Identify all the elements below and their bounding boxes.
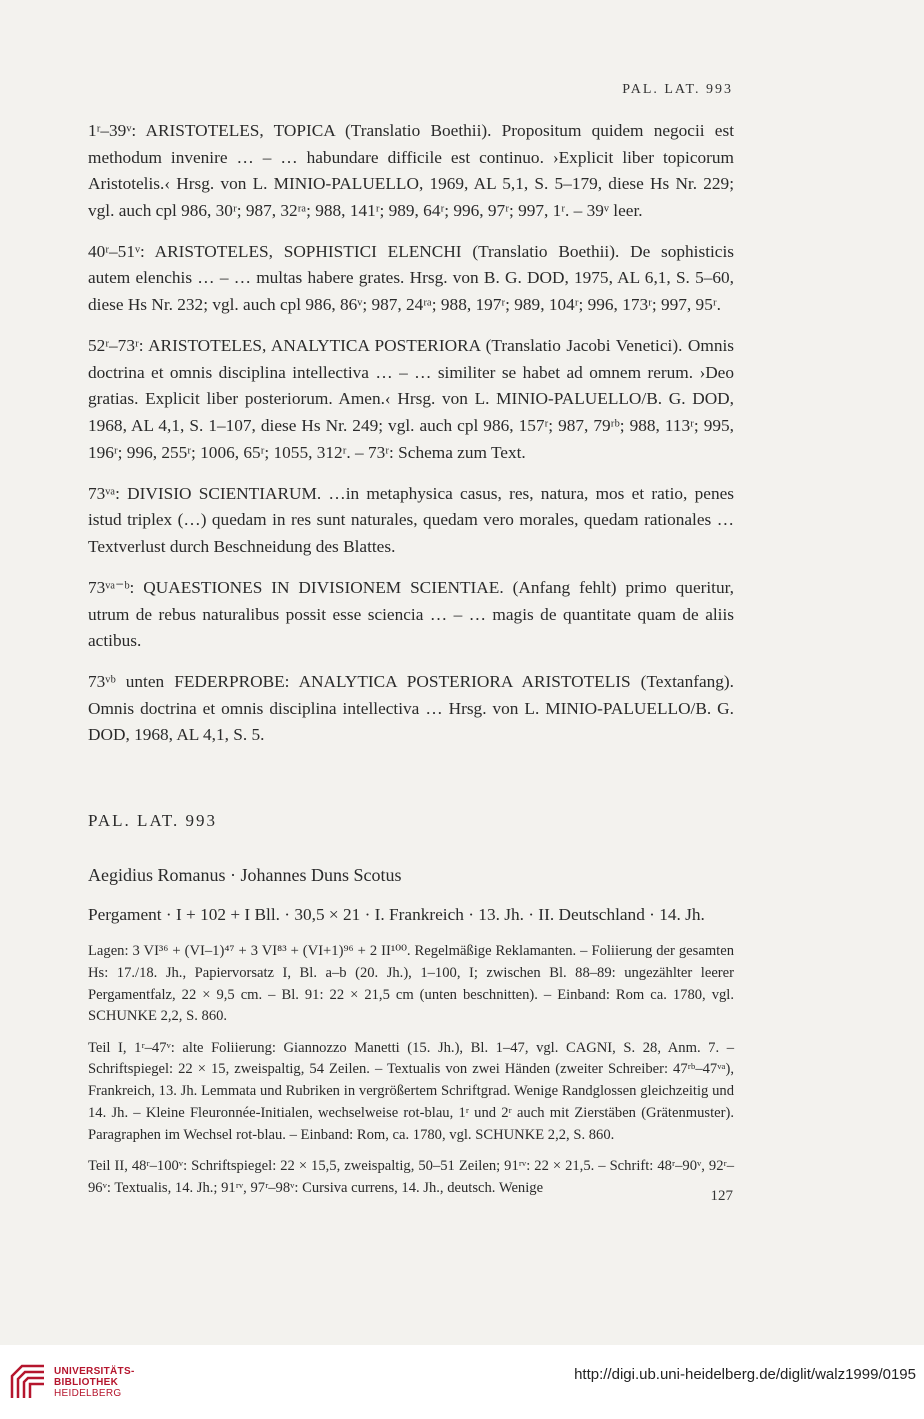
library-name-line2: BIBLIOTHEK — [54, 1377, 119, 1388]
entry-federprobe: 73ᵛᵇ unten FEDERPROBE: ANALYTICA POSTERIORA ARISTOTELIS (Textanfang). Omnis doctrina et omnis disciplina intellectiva … Hrsg. von L. MINIO-PALUELLO/B. G. DOD, 1968, AL 4,1, S. 5. — [88, 672, 734, 745]
library-name-line3: HEIDELBERG — [54, 1388, 122, 1399]
entry-sophistici-elenchi: 40ʳ–51ᵛ: ARISTOTELES, SOPHISTICI ELENCHI (Translatio Boethii). De sophisticis autem elenchis … – … multas habere grates. Hrsg. von B. G. DOD, 1975, AL 6,1, S. 5–60, diese Hs Nr. 232; vgl. auch cpl 986, 86ᵛ; 987, 24ʳᵃ; 988, 197ʳ; 989, 104ʳ; 996, 173ʳ; 997, 95ʳ. — [88, 241, 734, 315]
description-teil-2: Teil II, 48ʳ–100ᵛ: Schriftspiegel: 22 × 15,5, zweispaltig, 50–51 Zeilen; 91ʳᵛ: 22 × 21,5. – Schrift: 48ʳ–90ᵛ, 92ʳ–96ᵛ: Textualis, 14. Jh.; 91ʳᵛ, 97ʳ–98ᵛ: Cursiva currens, 14. Jh., deutsch. Wenige — [88, 1158, 734, 1196]
page-body — [88, 118, 734, 1209]
description-lagen: Lagen: 3 VI³⁶ + (VI–1)⁴⁷ + 3 VI⁸³ + (VI+1)⁹⁶ + 2 II¹⁰⁰. Regelmäßige Reklamanten. – Foliierung der gesamten Hs: 17./18. Jh., Papiervorsatz I, Bl. a–b (20. Jh.), 1–100, I; zwischen Bl. 88–89: ungezählter leerer Pergamentfalz, 22 × 9,5 cm. – Bl. 91: 22 × 21,5 cm (unten beschnitten). – Einband: Rom ca. 1780, vgl. SCHUNKE 2,2, S. 860. — [88, 942, 734, 1025]
material-line: Pergament · I + 102 + I Bll. · 30,5 × 21 · I. Frankreich · 13. Jh. · II. Deutschland · 14. Jh. — [88, 904, 705, 924]
source-url-link[interactable]: http://digi.ub.uni-heidelberg.de/diglit/walz1999/0195 — [574, 1366, 916, 1383]
page-number: 127 — [710, 1188, 733, 1204]
description-teil-1: Teil I, 1ʳ–47ᵛ: alte Foliierung: Giannozzo Manetti (15. Jh.), Bl. 1–47, vgl. CAGNI, S. 28, Anm. 7. – Schriftspiegel: 22 × 15, zweispaltig, 54 Zeilen. – Textualis von zwei Händen (zweiter Schreiber: 47ʳᵇ–47ᵛᵃ), Frankreich, 13. Jh. Lemmata und Rubriken in vergrößertem Schriftgrad. Wenige Randglossen gleichzeitig und 14. Jh. – Kleine Fleuronnée-Initialen, wechselweise rot-blau, 1ʳ und 2ʳ auch mit Zierstäben (Grätenmuster). Paragraphen im Wechsel rot-blau. – Einband: Rom, ca. 1780, vgl. SCHUNKE 2,2, S. 860. — [88, 1039, 734, 1143]
running-head: PAL. LAT. 993 — [622, 82, 733, 97]
library-name-line1: UNIVERSITÄTS- — [54, 1366, 135, 1377]
section-title: PAL. LAT. 993 — [88, 810, 217, 830]
footer-bar — [0, 1345, 924, 1419]
entry-analytica-posteriora: 52ʳ–73ʳ: ARISTOTELES, ANALYTICA POSTERIORA (Translatio Jacobi Venetici). Omnis doctrina et omnis disciplina intellectiva … – … similiter se habet ad omnem rerum. ›Deo gratias. Explicit liber posteriorum. Amen.‹ Hrsg. von L. MINIO-PALUELLO/B. G. DOD, 1968, AL 4,1, S. 1–107, diese Hs Nr. 249; vgl. auch cpl 986, 157ʳ; 987, 79ʳᵇ; 988, 113ʳ; 995, 196ʳ; 996, 255ʳ; 1006, 65ʳ; 1055, 312ʳ. – 73ʳ: Schema zum Text. — [88, 336, 734, 462]
manuscript-heading: Aegidius Romanus · Johannes Duns Scotus — [88, 864, 402, 885]
entry-quaestiones: 73ᵛᵃ⁻ᵇ: QUAESTIONES IN DIVISIONEM SCIENTIAE. (Anfang fehlt) primo queritur, utrum de rebus naturalibus possit esse sciencia … – … magis de quantitate quam de aliis actibus. — [88, 577, 734, 651]
library-name — [54, 1366, 135, 1399]
entry-topica: 1ʳ–39ᵛ: ARISTOTELES, TOPICA (Translatio Boethii). Propositum quidem negocii est methodum invenire … – … habundare difficile est continuo. ›Explicit liber topicorum Aristotelis.‹ Hrsg. von L. MINIO-PALUELLO, 1969, AL 5,1, S. 5–179, diese Hs Nr. 229; vgl. auch cpl 986, 30ʳ; 987, 32ʳᵃ; 988, 141ʳ; 989, 64ʳ; 996, 97ʳ; 997, 1ʳ. – 39ᵛ leer. — [88, 121, 734, 220]
library-logo-icon — [8, 1362, 48, 1402]
entry-divisio-scientiarum: 73ᵛᵃ: DIVISIO SCIENTIARUM. …in metaphysica casus, res, natura, mos et ratio, penes istud triplex (…) quedam in res sunt naturales, quedam vero morales, quedam rationales … Textverlust durch Beschneidung des Blattes. — [88, 483, 734, 556]
